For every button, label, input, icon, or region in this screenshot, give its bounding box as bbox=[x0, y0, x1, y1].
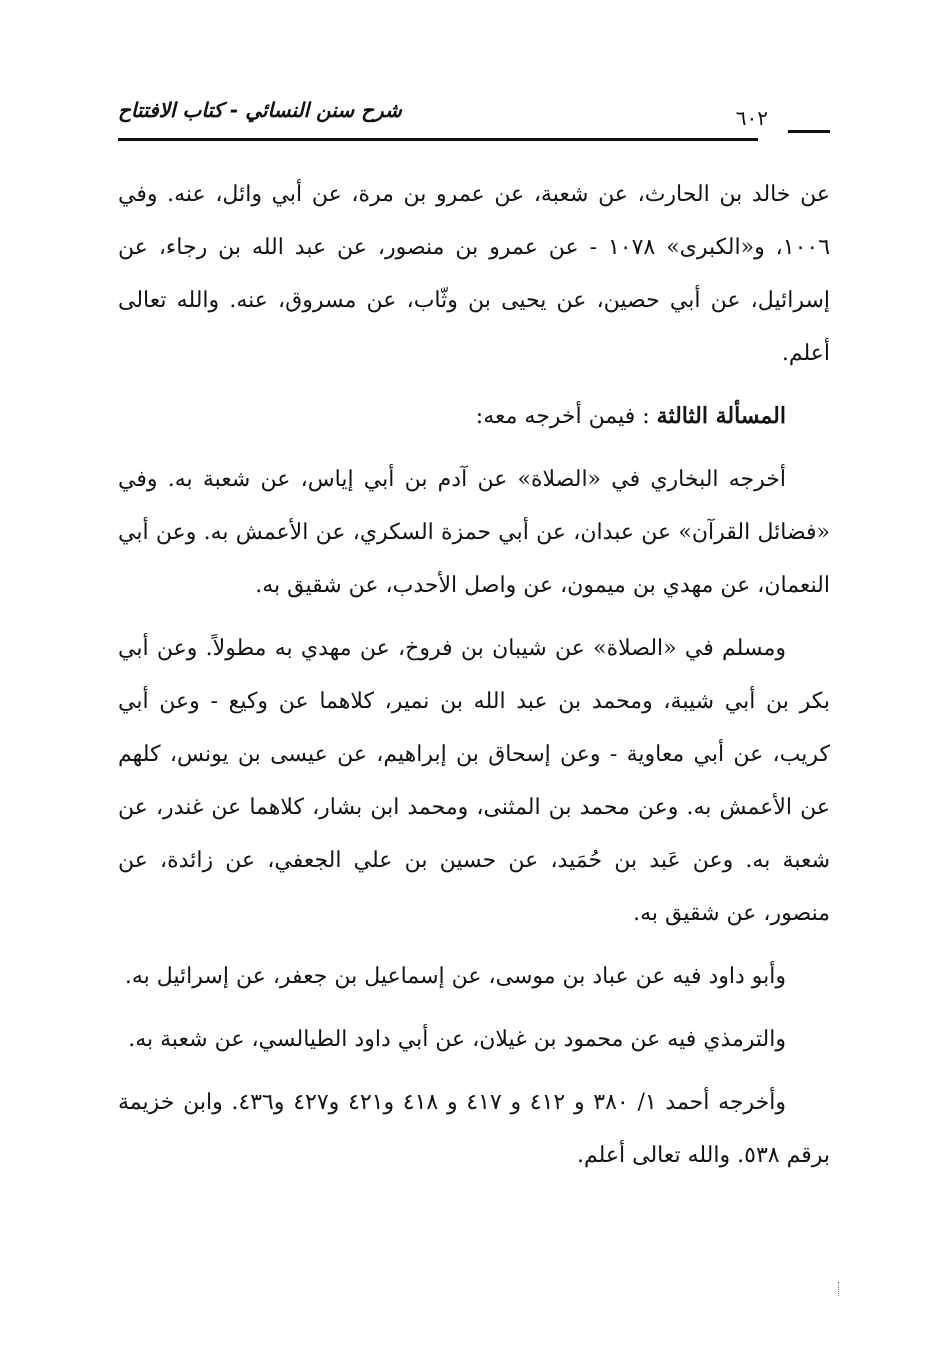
running-title: شرح سنن النسائي - كتاب الافتتاح bbox=[118, 98, 402, 122]
paragraph-1: عن خالد بن الحارث، عن شعبة، عن عمرو بن مرة، عن أبي وائل، عنه. وفي ١٠٠٦، و«الكبرى» ١٠٧٨ - عن عمرو بن منصور، عن عبد الله بن رجاء، عن إسرائيل، عن أبي حصين، عن يحيى بن وثّاب، عن مسروق، عنه. والله تعالى أعلم. bbox=[118, 182, 831, 366]
page-number-rule bbox=[788, 130, 830, 133]
scan-mark bbox=[838, 1282, 841, 1296]
paragraph-7: وأخرجه أحمد ١/ ٣٨٠ و ٤١٢ و ٤١٧ و ٤١٨ و٤٢١ و٤٢٧ و٤٣٦. وابن خزيمة برقم ٥٣٨. والله تعالى أعلم. bbox=[118, 1090, 830, 1168]
paragraph-2 bbox=[118, 390, 830, 443]
paragraph-6: والترمذي فيه عن محمود بن غيلان، عن أبي داود الطيالسي، عن شعبة به. bbox=[128, 1027, 786, 1052]
section-heading: المسألة الثالثة bbox=[656, 403, 786, 429]
page-number: ٦٠٢ bbox=[735, 106, 768, 130]
body-text bbox=[118, 168, 830, 1192]
paragraph-4: ومسلم في «الصلاة» عن شيبان بن فروخ، عن مهدي به مطولاً. وعن أبي بكر بن أبي شيبة، ومحمد بن عبد الله بن نمير، كلاهما عن وكيع - وعن أبي كريب، عن أبي معاوية - وعن إسحاق بن إبراهيم، عن عيسى بن يونس، كلهم عن الأعمش به. وعن محمد بن المثنى، ومحمد ابن بشار، كلاهما عن غندر، عن شعبة به. وعن عَبد بن حُمَيد، عن حسين بن علي الجعفي، عن زائدة، عن منصور، عن شقيق به. bbox=[118, 636, 830, 926]
paragraph-3: أخرجه البخاري في «الصلاة» عن آدم بن أبي إياس، عن شعبة به. وفي «فضائل القرآن» عن عبدان، عن أبي حمزة السكري، عن الأعمش به. وعن أبي النعمان، عن مهدي بن ميمون، عن واصل الأحدب، عن شقيق به. bbox=[118, 467, 830, 598]
page-header bbox=[118, 86, 830, 146]
section-heading-rest: : فيمن أخرجه معه: bbox=[475, 404, 650, 429]
paragraph-5: وأبو داود فيه عن عباد بن موسى، عن إسماعيل بن جعفر، عن إسرائيل به. bbox=[124, 964, 786, 989]
header-rule bbox=[118, 138, 758, 141]
